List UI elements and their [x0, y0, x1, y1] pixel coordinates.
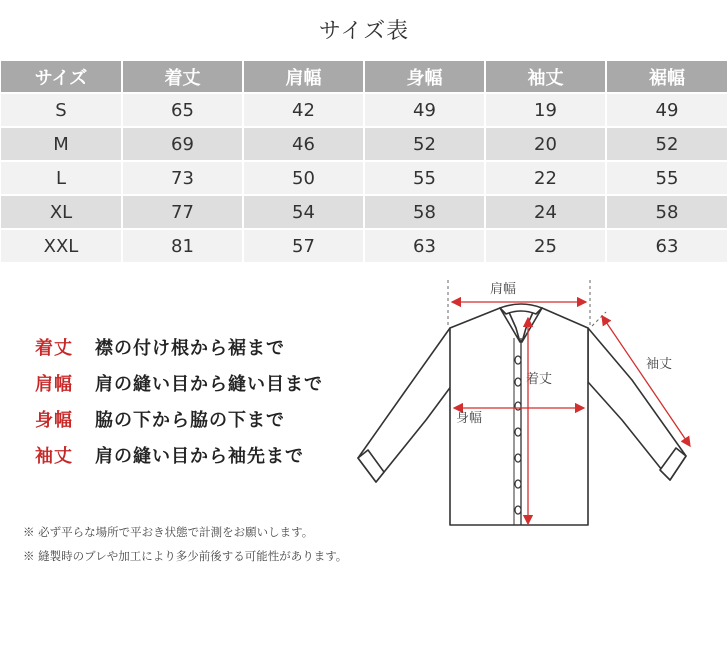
- cell-sleeve: 20: [485, 127, 606, 161]
- header-length: 着丈: [122, 61, 243, 93]
- definition-desc: 肩の縫い目から袖先まで: [95, 446, 304, 467]
- cell-sleeve: 22: [485, 161, 606, 195]
- cell-shoulder: 50: [243, 161, 364, 195]
- definition-term: 肩幅: [35, 374, 73, 395]
- cell-shoulder: 42: [243, 93, 364, 127]
- cell-body-width: 52: [364, 127, 485, 161]
- table-row: [1, 93, 727, 127]
- cell-body-width: 58: [364, 195, 485, 229]
- page-title: サイズ表: [318, 19, 410, 44]
- cell-body-width: 63: [364, 229, 485, 262]
- cell-length: 73: [122, 161, 243, 195]
- size-table: [1, 61, 727, 262]
- cell-sleeve: 19: [485, 93, 606, 127]
- table-row: [1, 229, 727, 262]
- cell-hem-width: 49: [606, 93, 727, 127]
- cell-length: 77: [122, 195, 243, 229]
- cell-size: L: [1, 161, 122, 195]
- header-size: サイズ: [1, 61, 122, 93]
- cell-sleeve: 24: [485, 195, 606, 229]
- table-row: [1, 161, 727, 195]
- cell-length: 81: [122, 229, 243, 262]
- note: ※ 縫製時のブレや加工により多少前後する可能性があります。: [23, 549, 348, 563]
- cell-size: XL: [1, 195, 122, 229]
- cell-hem-width: 63: [606, 229, 727, 262]
- button: [515, 454, 521, 462]
- cell-sleeve: 25: [485, 229, 606, 262]
- definition-sleeve: [35, 437, 323, 473]
- header-hem-width: 裾幅: [606, 61, 727, 93]
- definition-desc: 肩の縫い目から縫い目まで: [95, 374, 323, 395]
- button: [515, 402, 521, 410]
- cell-body-width: 55: [364, 161, 485, 195]
- cell-size: S: [1, 93, 122, 127]
- definition-term: 身幅: [35, 410, 73, 431]
- button: [515, 428, 521, 436]
- note: ※ 必ず平らな場所で平おき状態で計測をお願いします。: [23, 525, 314, 539]
- measurement-definitions: [35, 329, 323, 473]
- header-sleeve: 袖丈: [485, 61, 606, 93]
- button: [515, 356, 521, 364]
- sleeve-label: 袖丈: [646, 357, 673, 372]
- cell-size: M: [1, 127, 122, 161]
- cell-shoulder: 46: [243, 127, 364, 161]
- button: [515, 480, 521, 488]
- table-row: [1, 195, 727, 229]
- cell-hem-width: 55: [606, 161, 727, 195]
- definition-length: [35, 329, 323, 365]
- button: [515, 506, 521, 514]
- cell-length: 65: [122, 93, 243, 127]
- definition-term: 袖丈: [35, 446, 73, 467]
- definition-desc: 襟の付け根から裾まで: [95, 338, 285, 359]
- shirt-diagram: [340, 270, 710, 540]
- cell-hem-width: 52: [606, 127, 727, 161]
- table-header-row: [1, 61, 727, 93]
- cell-size: XXL: [1, 229, 122, 262]
- table-row: [1, 127, 727, 161]
- cell-shoulder: 57: [243, 229, 364, 262]
- header-body-width: 身幅: [364, 61, 485, 93]
- notes: [23, 522, 347, 570]
- definition-shoulder: [35, 365, 323, 401]
- cell-body-width: 49: [364, 93, 485, 127]
- header-shoulder: 肩幅: [243, 61, 364, 93]
- cell-length: 69: [122, 127, 243, 161]
- length-label: 着丈: [526, 372, 553, 387]
- body-label: 身幅: [456, 411, 483, 426]
- shoulder-label: 肩幅: [490, 282, 517, 297]
- definition-desc: 脇の下から脇の下まで: [95, 410, 285, 431]
- cell-shoulder: 54: [243, 195, 364, 229]
- definition-term: 着丈: [35, 338, 73, 359]
- button: [515, 378, 521, 386]
- cell-hem-width: 58: [606, 195, 727, 229]
- definition-body-width: [35, 401, 323, 437]
